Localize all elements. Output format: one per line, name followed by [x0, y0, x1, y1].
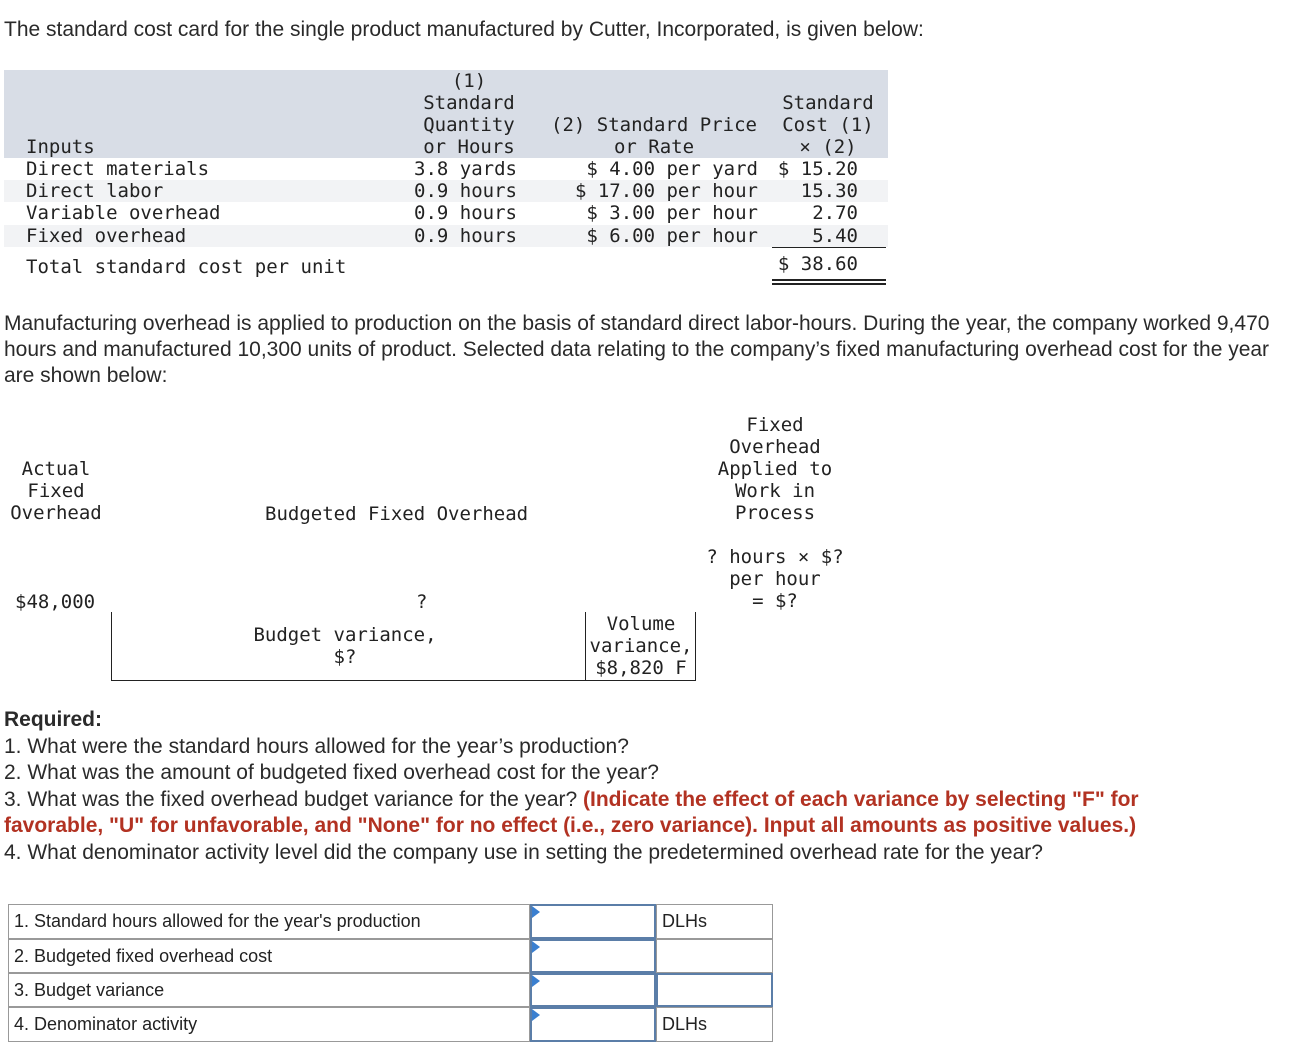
total-double-rule-top	[772, 279, 886, 281]
row-price-1: $ 4.00 per yard	[586, 158, 758, 180]
total-label: Total standard cost per unit	[26, 256, 347, 278]
question-3-note: (Indicate the effect of each variance by selecting "F" for	[583, 787, 1139, 811]
row-input-direct-materials: Direct materials	[26, 158, 210, 180]
input-marker-icon	[532, 906, 540, 918]
variance-base-line	[111, 680, 696, 681]
answer-input-4[interactable]	[530, 1007, 656, 1042]
question-3-note-cont: favorable, "U" for unfavorable, and "None" for no effect (i.e., zero variance). Input all amounts as positive values.)	[4, 814, 1137, 837]
header-quantity: (1) Standard Quantity or Hours	[423, 70, 515, 158]
row-cost-3: 2.70	[812, 202, 858, 224]
row-qty-4: 0.9 hours	[414, 225, 517, 247]
answer-label-4: 4. Denominator activity	[8, 1007, 530, 1042]
applied-overhead-value: ? hours × $? per hour = $?	[706, 546, 844, 612]
question-2: 2. What was the amount of budgeted fixed overhead cost for the year?	[4, 761, 659, 784]
row-qty-1: 3.8 yards	[414, 158, 517, 180]
header-cost: Standard Cost (1) × (2)	[782, 92, 874, 158]
question-4: 4. What denominator activity level did the company use in setting the predetermined overhead rate for the year?	[4, 840, 1043, 864]
input-marker-icon	[532, 941, 540, 953]
applied-bracket-line	[695, 612, 696, 681]
row-cost-2: 15.30	[800, 180, 858, 202]
applied-overhead-header: Fixed Overhead Applied to Work in Process	[717, 414, 833, 524]
required-title: Required:	[4, 708, 103, 731]
actual-bracket-line	[111, 612, 112, 681]
answer-label-1: 1. Standard hours allowed for the year's production	[8, 904, 530, 939]
row-cost-4: 5.40	[812, 225, 858, 247]
row-price-4: $ 6.00 per hour	[586, 225, 758, 247]
answer-label-2: 2. Budgeted fixed overhead cost	[8, 939, 530, 973]
answer-input-3[interactable]	[530, 973, 656, 1007]
budgeted-bracket-line	[585, 612, 586, 681]
subtotal-rule	[772, 247, 886, 248]
row-qty-3: 0.9 hours	[414, 202, 517, 224]
volume-variance-label: Volume variance, $8,820 F	[589, 613, 693, 679]
row-input-fixed-overhead: Fixed overhead	[26, 225, 187, 247]
input-marker-icon	[532, 975, 540, 987]
header-price: (2) Standard Price or Rate	[551, 114, 757, 158]
question-1: 1. What were the standard hours allowed for the year’s production?	[4, 734, 629, 758]
header-inputs: Inputs	[26, 136, 95, 158]
answer-effect-select-3[interactable]	[656, 973, 773, 1007]
budgeted-overhead-value: ?	[416, 591, 428, 613]
row-cost-1: $ 15.20	[777, 158, 858, 180]
answer-input-1[interactable]	[530, 904, 656, 939]
row-input-variable-overhead: Variable overhead	[26, 202, 221, 224]
answer-unit-4: DLHs	[656, 1007, 773, 1042]
row-price-3: $ 3.00 per hour	[586, 202, 758, 224]
intro-text: The standard cost card for the single product manufactured by Cutter, Incorporated, is given below:	[4, 18, 924, 41]
row-price-2: $ 17.00 per hour	[574, 180, 758, 202]
answer-label-3: 3. Budget variance	[8, 973, 530, 1007]
actual-overhead-header: Actual Fixed Overhead	[10, 458, 102, 524]
answer-unit-2	[656, 939, 773, 973]
answer-input-2[interactable]	[530, 939, 656, 973]
required-section	[4, 707, 1290, 866]
total-value: $ 38.60	[777, 253, 858, 275]
total-double-rule-bottom	[772, 283, 886, 285]
budgeted-overhead-header: Budgeted Fixed Overhead	[265, 503, 529, 525]
answer-unit-1: DLHs	[656, 904, 773, 939]
question-3: 3. What was the fixed overhead budget variance for the year? (Indicate the effect of each variance by selecting "F" for	[4, 787, 1139, 811]
overhead-paragraph: Manufacturing overhead is applied to production on the basis of standard direct labor-hours. During the year, the company worked 9,470 hours and manufactured 10,300 units of product. Selected data relating to the company’s fixed manufacturing overhead cost for the year are shown below:	[4, 312, 1270, 387]
actual-overhead-value: $48,000	[15, 591, 96, 613]
budget-variance-label: Budget variance, $?	[253, 624, 437, 668]
input-marker-icon	[532, 1009, 540, 1021]
row-input-direct-labor: Direct labor	[26, 180, 164, 202]
row-qty-2: 0.9 hours	[414, 180, 517, 202]
